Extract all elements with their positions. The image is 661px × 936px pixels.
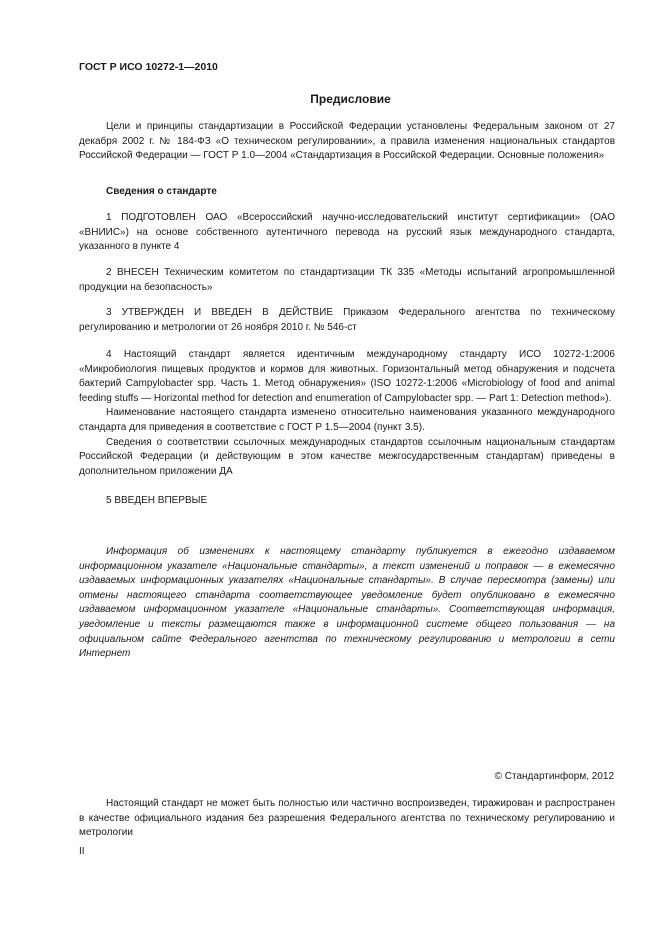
intro-paragraph: Цели и принципы стандартизации в Российской Федерации установлены Федеральным законом от 27 декабря 2002 г. № 184-ФЗ «О техническом регулировании», а правила изменения национальных стандартов Российской Федерации — ГОСТ Р 1.0—2004 «Стандартизация в Российской Федерации. Основные положения»	[79, 121, 615, 162]
subheading-block	[79, 185, 615, 200]
item-4-name-note: Наименование настоящего стандарта изменено относительно наименования указанного международного стандарта для приведения в соответствие с ГОСТ Р 1.5—2004 (пункт 3.5).	[79, 407, 615, 433]
reproduction-block	[79, 797, 615, 841]
page-number: II	[79, 846, 85, 857]
item-3: 3 УТВЕРЖДЕН И ВВЕДЕН В ДЕЙСТВИЕ Приказом Федерального агентства по техническому регулированию и метрологии от 26 ноября 2010 г. № 546-ст	[79, 307, 615, 333]
item-4: 4 Настоящий стандарт является идентичным международному стандарту ИСО 10272-1:2006 «Микробиология пищевых продуктов и кормов для животных. Горизонтальный метод обнаружения и подсчета бактерий Campylobacter spp. Часть 1. Метод обнаружения» (ISO 10272-1:2006 «Microbiology of food and animal feeding stuffs — Horizontal method for detection and enumeration of Campylobacter spp. — Part 1: Detection method»).	[79, 349, 615, 404]
notice-block	[79, 545, 615, 662]
reproduction-notice: Настоящий стандарт не может быть полностью или частично воспроизведен, тиражирован и распространен в качестве официального издания без разрешения Федерального агентства по техническому регулированию и метрологии	[79, 798, 615, 839]
document-header: ГОСТ Р ИСО 10272-1—2010	[79, 61, 218, 73]
standard-info-heading: Сведения о стандарте	[106, 186, 217, 197]
item-2-block	[79, 266, 615, 295]
item-1: 1 ПОДГОТОВЛЕН ОАО «Всероссийский научно-исследовательский институт сертификации» (ОАО «ВНИИС») на основе собственного аутентичного перевода на русский язык международного стандарта, указанного в пункте 4	[79, 212, 615, 253]
intro-block	[79, 120, 615, 164]
item-4-block	[79, 348, 615, 479]
copyright: © Стандартинформ, 2012	[494, 771, 614, 782]
item-1-block	[79, 211, 615, 255]
item-4-reference-note: Сведения о соответствии ссылочных международных стандартов ссылочным национальным стандартам Российской Федерации (и действующим в этом качестве межгосударственным стандартам) приведены в дополнительном приложении ДА	[79, 436, 615, 477]
changes-notice: Информация об изменениях к настоящему стандарту публикуется в ежегодно издаваемом информационном указателе «Национальные стандарты», а текст изменений и поправок — в ежемесячно издаваемых информационных указателях «Национальные стандарты». В случае пересмотра (замены) или отмены настоящего стандарта соответствующее уведомление будет опубликовано в ежемесячно издаваемом информационном указателе «Национальные стандарты». Соответствующая информация, уведомление и тексты размещаются также в информационной системе общего пользования — на официальном сайте Федерального агентства по техническому регулированию и метрологии в сети Интернет	[79, 546, 615, 660]
item-2: 2 ВНЕСЕН Техническим комитетом по стандартизации ТК 335 «Методы испытаний агропромышленной продукции на безопасность»	[79, 267, 615, 293]
item-5-block	[79, 494, 615, 509]
item-3-block	[79, 306, 615, 335]
item-5: 5 ВВЕДЕН ВПЕРВЫЕ	[106, 495, 208, 506]
page-title: Предисловие	[310, 92, 391, 106]
